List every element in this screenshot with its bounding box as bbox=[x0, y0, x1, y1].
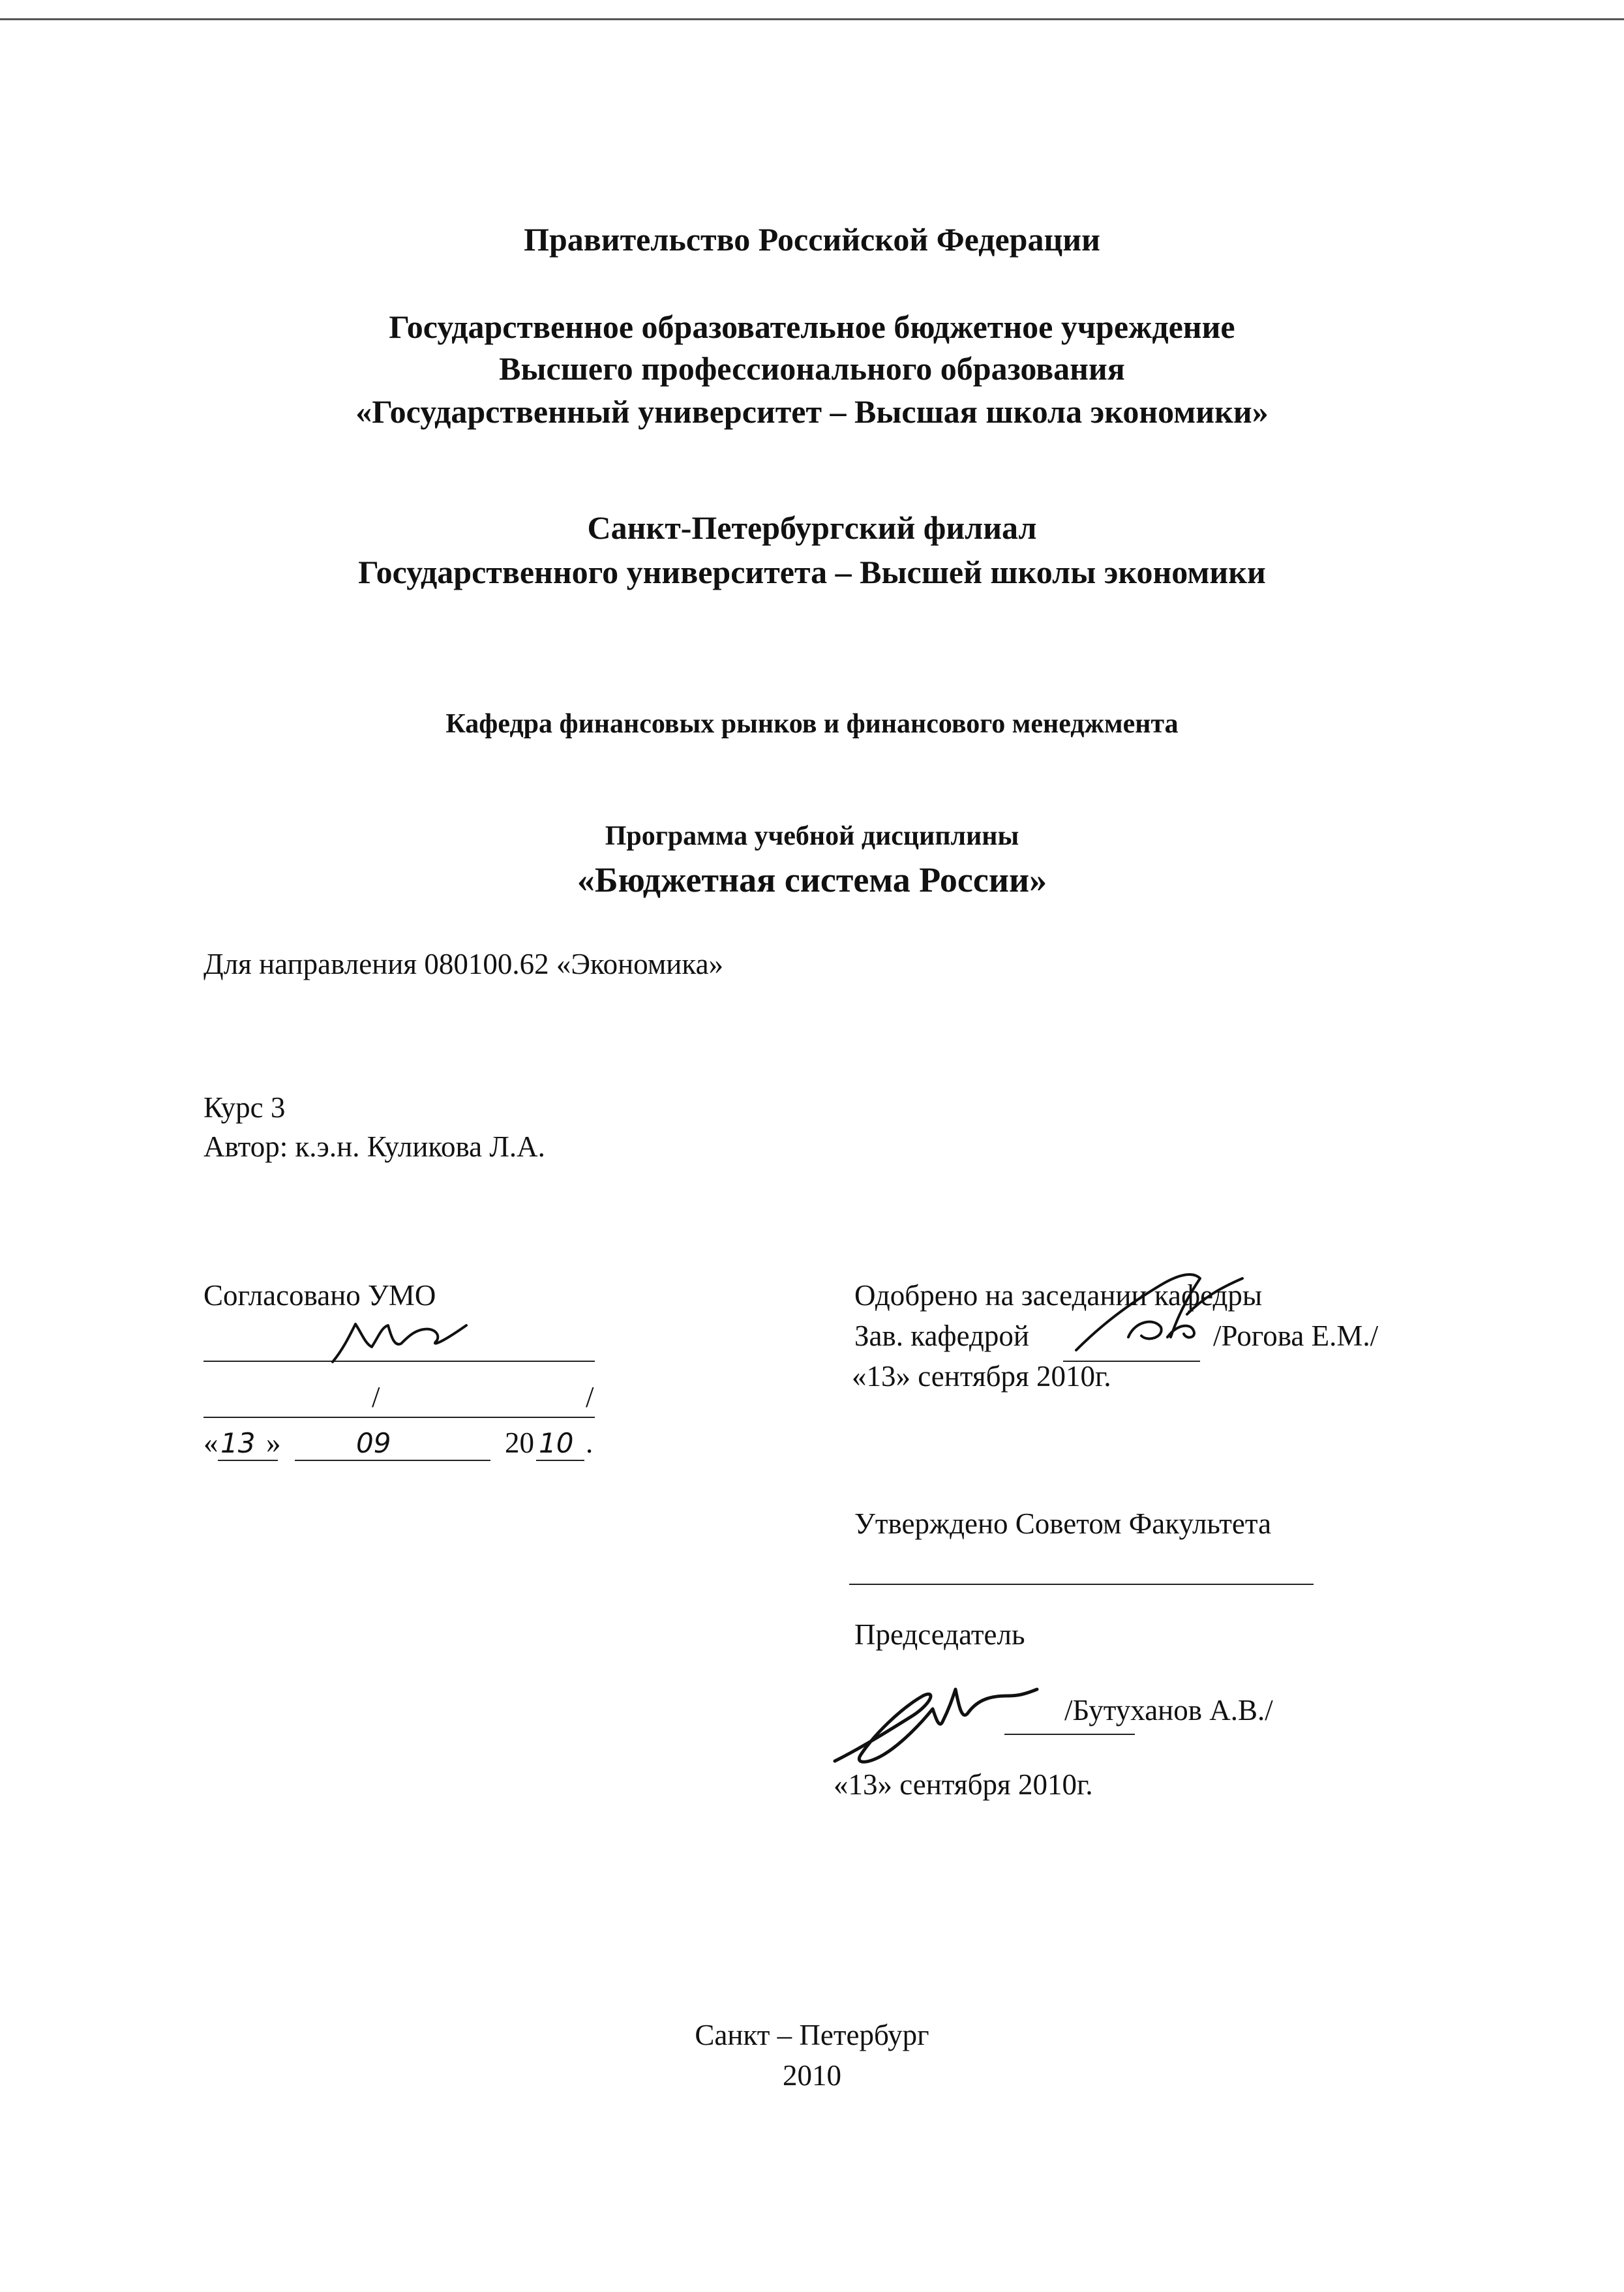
council-approval-date: «13» сентября 2010г. bbox=[834, 1768, 1093, 1801]
institution-line-3: «Государственный университет – Высшая школа экономики» bbox=[355, 393, 1269, 430]
umo-name-line bbox=[203, 1417, 595, 1418]
umo-date-close-quote: » bbox=[266, 1426, 281, 1459]
umo-date-year-line bbox=[536, 1460, 584, 1461]
institution-line-1: Государственное образовательное бюджетное учреждение bbox=[389, 309, 1235, 345]
program-label: Программа учебной дисциплины bbox=[605, 821, 1019, 851]
umo-date-open-quote: « bbox=[203, 1426, 218, 1459]
department-approval-date: «13» сентября 2010г. bbox=[852, 1360, 1111, 1393]
council-signature-line bbox=[849, 1584, 1314, 1585]
council-approval-label: Утверждено Советом Факультета bbox=[854, 1507, 1272, 1540]
umo-signature bbox=[326, 1311, 476, 1370]
umo-date-day-line bbox=[218, 1460, 278, 1461]
department-head-label: Зав. кафедрой bbox=[854, 1319, 1029, 1352]
council-chair-label: Председатель bbox=[854, 1618, 1025, 1651]
branch-line-1: Санкт-Петербургский филиал bbox=[587, 509, 1037, 546]
scan-top-border bbox=[0, 18, 1624, 20]
umo-date-day: 13 bbox=[220, 1427, 256, 1459]
course-line: Курс 3 bbox=[203, 1091, 286, 1124]
footer-city: Санкт – Петербург bbox=[695, 2019, 929, 2051]
umo-date-month: 09 bbox=[356, 1427, 391, 1459]
footer-year: 2010 bbox=[783, 2059, 841, 2092]
umo-date-end: . bbox=[586, 1426, 594, 1459]
author-line: Автор: к.э.н. Куликова Л.А. bbox=[203, 1130, 545, 1163]
council-chair-signature bbox=[822, 1670, 1057, 1774]
department-title: Кафедра финансовых рынков и финансового менеджмента bbox=[445, 709, 1179, 739]
umo-approval-label: Согласовано УМО bbox=[203, 1279, 436, 1312]
institution-line-2: Высшего профессионального образования bbox=[499, 350, 1125, 387]
umo-date-month-line bbox=[295, 1460, 490, 1461]
council-chair-name: /Бутуханов А.В./ bbox=[1064, 1694, 1273, 1727]
department-approval-label: Одобрено на заседании кафедры bbox=[854, 1279, 1263, 1312]
government-title: Правительство Российской Федерации bbox=[524, 221, 1100, 258]
umo-date-year-prefix: 20 bbox=[505, 1426, 534, 1459]
discipline-title: «Бюджетная система России» bbox=[577, 860, 1047, 899]
direction-line: Для направления 080100.62 «Экономика» bbox=[203, 948, 724, 980]
umo-name-slash-1: / bbox=[372, 1381, 380, 1413]
department-head-name: /Рогова Е.М./ bbox=[1213, 1319, 1379, 1352]
umo-name-slash-2: / bbox=[586, 1381, 594, 1413]
branch-line-2: Государственного университета – Высшей школы экономики bbox=[358, 554, 1266, 590]
umo-date-year-suffix: 10 bbox=[539, 1427, 574, 1459]
council-chair-signature-line bbox=[1004, 1734, 1135, 1735]
